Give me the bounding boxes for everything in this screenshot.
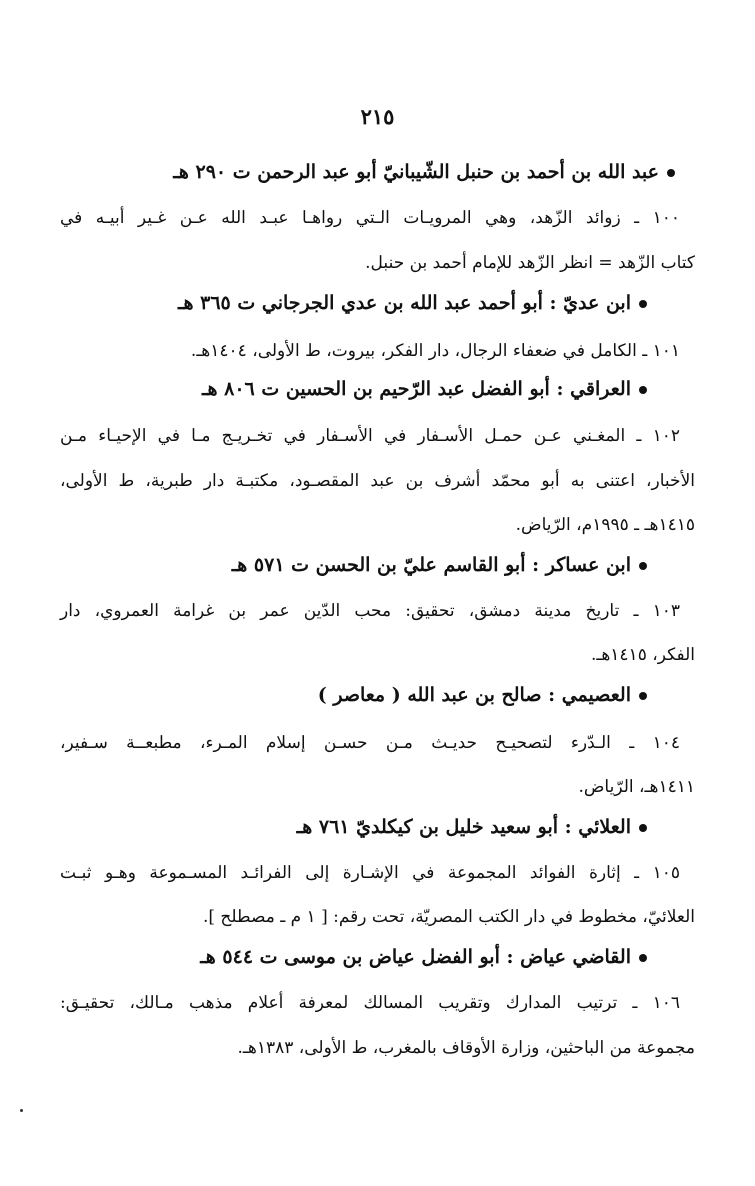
author-heading — [60, 374, 695, 404]
entry-text-line: ١٠٥ ـ إثارة الفوائد المجموعة في الإشـارة إلى الفرائـد المسـموعة وهـو ثبـت — [60, 863, 680, 883]
entry-text-line: الأخبار، اعتنى به أبو محمّد أشرف بن عبد المقصـود، مكتبـة دار طبرية، ط الأولى، — [60, 471, 695, 491]
author-heading — [60, 680, 695, 710]
author-name: العلائي : أبو سعيد خليل بن كيكلديّ ٧٦١ هـ — [296, 816, 631, 838]
entry-text-line: ١٠٣ ـ تاريخ مدينة دمشق، تحقيق: محب الدّين عمر بن غرامة العمروي، دار — [60, 601, 680, 621]
entry-text-line: ١٠٢ ـ المغـني عـن حمـل الأسـفار في الأسـفار في تخـريـج مـا في الإحيـاء مـن — [60, 426, 680, 446]
author-name: ابن عساكر : أبو القاسم عليّ بن الحسن ت ٥٧١ هـ — [231, 554, 631, 576]
author-name: ابن عديّ : أبو أحمد عبد الله بن عدي الجرجاني ت ٣٦٥ هـ — [177, 292, 631, 314]
entry-text-line: الفكر، ١٤١٥هـ. — [590, 645, 695, 665]
bullet-icon — [639, 954, 647, 962]
bullet-icon — [667, 169, 675, 177]
entry-text-line: ١٠٤ ـ الـدّرء لتصحيـح حديـث مـن حسـن إسلام المـرء، مطبعــة سـفير، — [60, 733, 680, 753]
entry-text-line: العلائيّ، مخطوط في دار الكتب المصريّة، تحت رقم: [ ١ م ـ مصطلح ]. — [202, 907, 695, 927]
author-heading — [60, 812, 695, 842]
scan-speck — [20, 1109, 23, 1112]
author-name: العصيمي : صالح بن عبد الله ( معاصر ) — [317, 684, 631, 706]
bullet-icon — [639, 300, 647, 308]
book-page — [60, 0, 695, 1186]
author-heading — [60, 550, 695, 580]
entry-text-line: كتاب الزّهد = انظر الزّهد للإمام أحمد بن حنبل. — [365, 253, 695, 273]
author-heading — [60, 942, 695, 972]
entry-text-line: ١٠٦ ـ ترتيب المدارك وتقريب المسالك لمعرفة أعلام مذهب مـالك، تحقيـق: — [60, 993, 680, 1013]
bullet-icon — [639, 386, 647, 394]
author-heading — [60, 288, 695, 318]
bullet-icon — [639, 824, 647, 832]
author-heading — [60, 157, 695, 187]
entry-text-line: ١٤١٥هـ ـ ١٩٩٥م، الرّياض. — [515, 515, 695, 535]
entry-text-line: ١٠١ ـ الكامل في ضعفاء الرجال، دار الفكر، بيروت، ط الأولى، ١٤٠٤هـ. — [190, 341, 680, 361]
author-name: القاضي عياض : أبو الفضل عياض بن موسى ت ٥٤٤ هـ — [200, 946, 631, 968]
author-name: العراقي : أبو الفضل عبد الرّحيم بن الحسين ت ٨٠٦ هـ — [201, 378, 631, 400]
bullet-icon — [639, 562, 647, 570]
author-name: عبد الله بن أحمد بن حنبل الشّيبانيّ أبو عبد الرحمن ت ٢٩٠ هـ — [173, 161, 659, 183]
entry-text-line: ١٤١١هـ، الرّياض. — [578, 777, 695, 797]
entry-text-line: مجموعة من الباحثين، وزارة الأوقاف بالمغرب، ط الأولى، ١٣٨٣هـ. — [237, 1038, 695, 1058]
bullet-icon — [639, 692, 647, 700]
entry-text-line: ١٠٠ ـ زوائد الزّهد، وهي المرويـات الـتي رواهـا عبـد الله عـن غـير أبيـه في — [60, 208, 680, 228]
page-number: ٢١٥ — [360, 104, 395, 129]
